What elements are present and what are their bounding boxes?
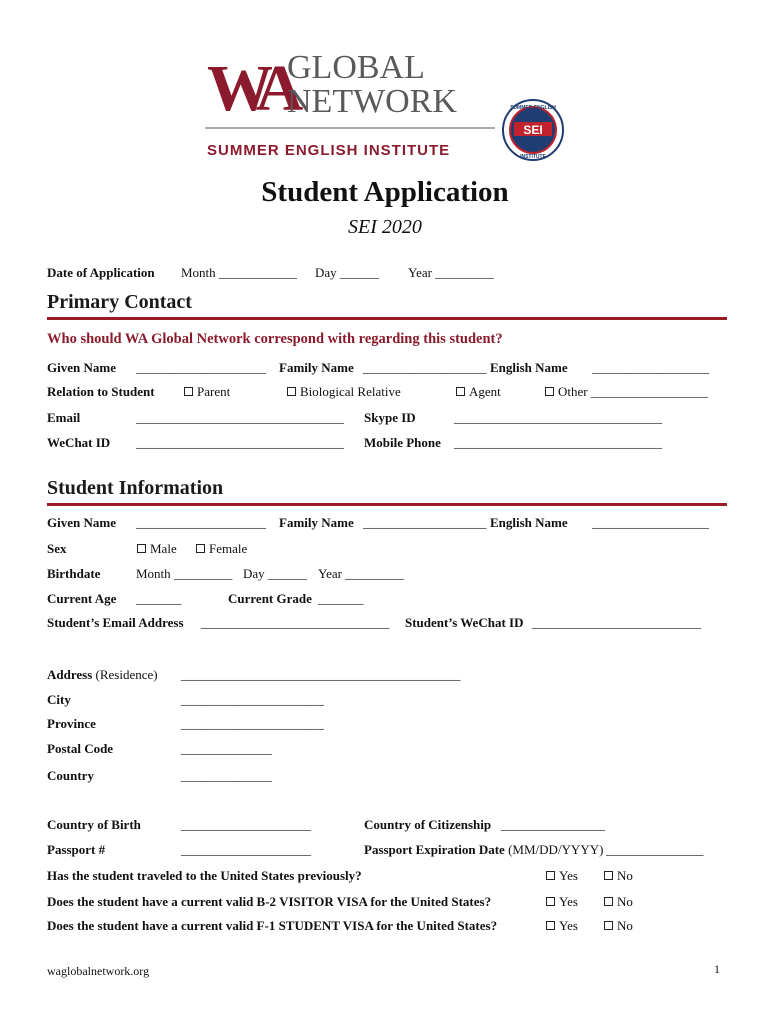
primary-family-name-label: Family Name: [279, 360, 354, 375]
relation-parent-option[interactable]: Parent: [184, 384, 230, 400]
question-traveled-us: Has the student traveled to the United States previously?: [47, 868, 362, 883]
primary-family-name-field[interactable]: ___________________: [363, 360, 487, 375]
logo-institute-text: SUMMER ENGLISH INSTITUTE: [207, 142, 451, 159]
postal-code-field[interactable]: ______________: [181, 741, 272, 756]
current-age-field[interactable]: _______: [136, 591, 182, 606]
student-wechat-field[interactable]: __________________________: [532, 615, 701, 630]
seal-text: SEI: [523, 123, 543, 137]
section-divider: [47, 317, 727, 320]
passport-label: Passport #: [47, 842, 106, 857]
checkbox-icon[interactable]: [456, 387, 465, 396]
sex-label: Sex: [47, 541, 67, 556]
relation-other-option[interactable]: Other __________________: [545, 384, 708, 400]
primary-given-name-field[interactable]: ____________________: [136, 360, 266, 375]
province-label: Province: [47, 716, 96, 731]
page-subtitle: SEI 2020: [348, 216, 422, 238]
relation-biological-option[interactable]: Biological Relative: [287, 384, 401, 400]
citizenship-field[interactable]: ________________: [501, 817, 605, 832]
checkbox-icon[interactable]: [546, 921, 555, 930]
birthdate-label: Birthdate: [47, 566, 101, 581]
logo-global-text: GLOBAL: [287, 49, 425, 86]
checkbox-icon[interactable]: [546, 871, 555, 880]
sex-male-option[interactable]: Male: [137, 541, 177, 557]
seal-ring-bottom: INSTITUTE: [520, 154, 546, 160]
checkbox-icon[interactable]: [604, 871, 613, 880]
page-title: Student Application: [261, 176, 509, 208]
primary-email-field[interactable]: ________________________________: [136, 410, 344, 425]
q1-yes-option[interactable]: Yes: [546, 868, 578, 884]
question-b2-visa: Does the student have a current valid B-2 VISITOR VISA for the United States?: [47, 894, 492, 909]
primary-skype-field[interactable]: ________________________________: [454, 410, 662, 425]
primary-english-name-field[interactable]: __________________: [592, 360, 709, 375]
citizenship-label: Country of Citizenship: [364, 817, 492, 832]
seal-ring-top: SUMMER ENGLISH: [510, 105, 556, 111]
checkbox-icon[interactable]: [184, 387, 193, 396]
current-age-label: Current Age: [47, 591, 117, 606]
student-email-label: Student’s Email Address: [47, 615, 184, 630]
logo-network-text: NETWORK: [287, 83, 457, 120]
country-of-birth-label: Country of Birth: [47, 817, 141, 832]
date-year-field[interactable]: Year _________: [408, 265, 494, 280]
city-field[interactable]: ______________________: [181, 692, 324, 707]
primary-english-name-label: English Name: [490, 360, 568, 375]
student-given-name-label: Given Name: [47, 515, 116, 530]
checkbox-icon[interactable]: [196, 544, 205, 553]
passport-expiration-format: (MM/DD/YYYY): [508, 842, 604, 857]
primary-wechat-label: WeChat ID: [47, 435, 111, 450]
section-divider: [47, 503, 727, 506]
primary-wechat-field[interactable]: ________________________________: [136, 435, 344, 450]
checkbox-icon[interactable]: [137, 544, 146, 553]
address-note: (Residence): [95, 667, 158, 682]
passport-expiration-field[interactable]: _______________: [606, 842, 704, 857]
primary-given-name-label: Given Name: [47, 360, 116, 375]
current-grade-label: Current Grade: [228, 591, 312, 606]
relation-label: Relation to Student: [47, 384, 155, 399]
country-field[interactable]: ______________: [181, 768, 272, 783]
checkbox-icon[interactable]: [546, 897, 555, 906]
sex-female-option[interactable]: Female: [196, 541, 247, 557]
student-given-name-field[interactable]: ____________________: [136, 515, 266, 530]
date-month-field[interactable]: Month ____________: [181, 265, 297, 280]
wa-global-network-logo: [205, 46, 495, 166]
q1-no-option[interactable]: No: [604, 868, 633, 884]
checkbox-icon[interactable]: [545, 387, 554, 396]
sei-seal: [500, 98, 568, 162]
address-label-group: [47, 667, 158, 683]
q3-no-option[interactable]: No: [604, 918, 633, 934]
birth-month-field[interactable]: Month _________: [136, 566, 233, 581]
q3-yes-option[interactable]: Yes: [546, 918, 578, 934]
postal-code-label: Postal Code: [47, 741, 114, 756]
student-wechat-label: Student’s WeChat ID: [405, 615, 524, 630]
student-info-heading: Student Information: [47, 477, 224, 499]
q2-yes-option[interactable]: Yes: [546, 894, 578, 910]
checkbox-icon[interactable]: [287, 387, 296, 396]
primary-contact-heading: Primary Contact: [47, 291, 192, 313]
primary-mobile-field[interactable]: ________________________________: [454, 435, 662, 450]
passport-expiration-label-group: [364, 842, 603, 858]
student-email-field[interactable]: _____________________________: [201, 615, 390, 630]
checkbox-icon[interactable]: [604, 897, 613, 906]
country-label: Country: [47, 768, 94, 783]
page-number: 1: [714, 962, 720, 976]
address-label: Address: [47, 667, 93, 682]
student-family-name-label: Family Name: [279, 515, 354, 530]
city-label: City: [47, 692, 71, 707]
q2-no-option[interactable]: No: [604, 894, 633, 910]
passport-expiration-label: Passport Expiration Date: [364, 842, 505, 857]
question-f1-visa: Does the student have a current valid F-1 STUDENT VISA for the United States?: [47, 918, 498, 933]
checkbox-icon[interactable]: [604, 921, 613, 930]
student-english-name-field[interactable]: __________________: [592, 515, 709, 530]
date-day-field[interactable]: Day ______: [315, 265, 379, 280]
footer-url: waglobalnetwork.org: [47, 964, 150, 978]
primary-email-label: Email: [47, 410, 81, 425]
student-english-name-label: English Name: [490, 515, 568, 530]
logo-wa-text: WA: [207, 52, 294, 125]
primary-skype-label: Skype ID: [364, 410, 416, 425]
birth-year-field[interactable]: Year _________: [318, 566, 404, 581]
relation-agent-option[interactable]: Agent: [456, 384, 501, 400]
country-of-birth-field[interactable]: ____________________: [181, 817, 311, 832]
address-field[interactable]: ___________________________________________: [181, 667, 461, 682]
date-application-label: Date of Application: [47, 265, 155, 280]
student-family-name-field[interactable]: ___________________: [363, 515, 487, 530]
current-grade-field[interactable]: _______: [318, 591, 364, 606]
province-field[interactable]: ______________________: [181, 716, 324, 731]
primary-mobile-label: Mobile Phone: [364, 435, 441, 450]
passport-field[interactable]: ____________________: [181, 842, 311, 857]
birth-day-field[interactable]: Day ______: [243, 566, 307, 581]
primary-question: Who should WA Global Network correspond with regarding this student?: [47, 331, 503, 347]
